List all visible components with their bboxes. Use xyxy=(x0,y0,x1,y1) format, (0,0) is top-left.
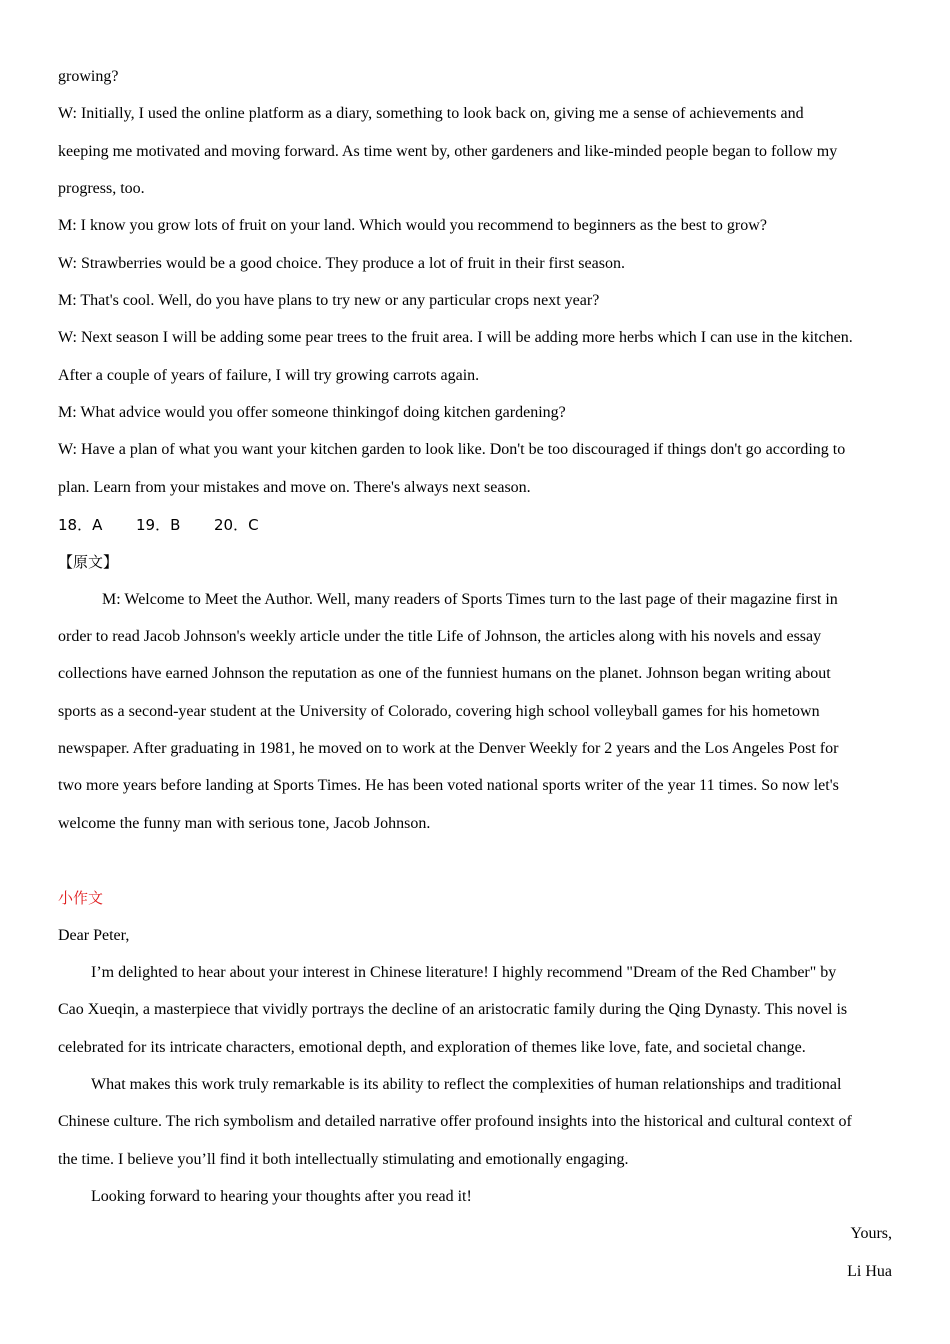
transcript-line: M: What advice would you offer someone thinkingof doing kitchen gardening? xyxy=(58,404,566,421)
essay-closing: Yours, xyxy=(850,1225,892,1242)
transcript-line: W: Strawberries would be a good choice. They produce a lot of fruit in their first season. xyxy=(58,255,625,272)
essay-line: celebrated for its intricate characters, emotional depth, and exploration of themes like love, fate, and societal change. xyxy=(58,1039,806,1056)
answer-20: 20．C xyxy=(214,516,259,534)
transcript-line: keeping me motivated and moving forward. As time went by, other gardeners and like-minded people began to follow my xyxy=(58,143,838,160)
transcript2-line: newspaper. After graduating in 1981, he moved on to work at the Denver Weekly for 2 years and the Los Angeles Post for xyxy=(58,740,839,757)
answer-19: 19．B xyxy=(136,516,181,534)
transcript-line: W: Have a plan of what you want your kitchen garden to look like. Don't be too discouraged if things don't go according to xyxy=(58,441,846,458)
transcript-line: growing? xyxy=(58,68,119,85)
original-text-label: 【原文】 xyxy=(58,553,119,571)
transcript-line: M: I know you grow lots of fruit on your land. Which would you recommend to beginners as the best to grow? xyxy=(58,217,767,234)
essay-line: Chinese culture. The rich symbolism and detailed narrative offer profound insights into the historical and cultural context of xyxy=(58,1113,852,1130)
essay-line: I’m delighted to hear about your interest in Chinese literature! I highly recommend "Dream of the Red Chamber" by xyxy=(91,964,837,981)
answer-18: 18．A xyxy=(58,516,103,534)
answer-key xyxy=(58,515,892,535)
transcript2-line: sports as a second-year student at the University of Colorado, covering high school volleyball games for his hometown xyxy=(58,703,820,720)
essay-line: Looking forward to hearing your thoughts after you read it! xyxy=(91,1188,472,1205)
transcript2-line: two more years before landing at Sports Times. He has been voted national sports writer of the year 11 times. So now let's xyxy=(58,777,839,794)
transcript2-line: order to read Jacob Johnson's weekly article under the title Life of Johnson, the articles along with his novels and essay xyxy=(58,628,822,645)
transcript2-line: M: Welcome to Meet the Author. Well, many readers of Sports Times turn to the last page of their magazine first in xyxy=(102,591,838,608)
essay-line: the time. I believe you’ll find it both intellectually stimulating and emotionally engaging. xyxy=(58,1151,629,1168)
essay-heading: 小作文 xyxy=(58,889,104,907)
transcript-line: W: Next season I will be adding some pear trees to the fruit area. I will be adding more herbs which I can use in the kitchen. xyxy=(58,329,853,346)
essay-line: What makes this work truly remarkable is its ability to reflect the complexities of human relationships and traditional xyxy=(91,1076,842,1093)
transcript-line: plan. Learn from your mistakes and move on. There's always next season. xyxy=(58,479,531,496)
essay-salutation: Dear Peter, xyxy=(58,927,130,944)
transcript2-line: collections have earned Johnson the reputation as one of the funniest humans on the planet. Johnson began writing about xyxy=(58,665,831,682)
transcript-line: After a couple of years of failure, I will try growing carrots again. xyxy=(58,367,480,384)
transcript-line: M: That's cool. Well, do you have plans to try new or any particular crops next year? xyxy=(58,292,600,309)
essay-line: Cao Xueqin, a masterpiece that vividly portrays the decline of an aristocratic family during the Qing Dynasty. This novel is xyxy=(58,1001,848,1018)
transcript-line: progress, too. xyxy=(58,180,145,197)
essay-signature: Li Hua xyxy=(847,1263,892,1280)
transcript2-line: welcome the funny man with serious tone, Jacob Johnson. xyxy=(58,815,431,832)
transcript-line: W: Initially, I used the online platform as a diary, something to look back on, giving me a sense of achievements and xyxy=(58,105,804,122)
